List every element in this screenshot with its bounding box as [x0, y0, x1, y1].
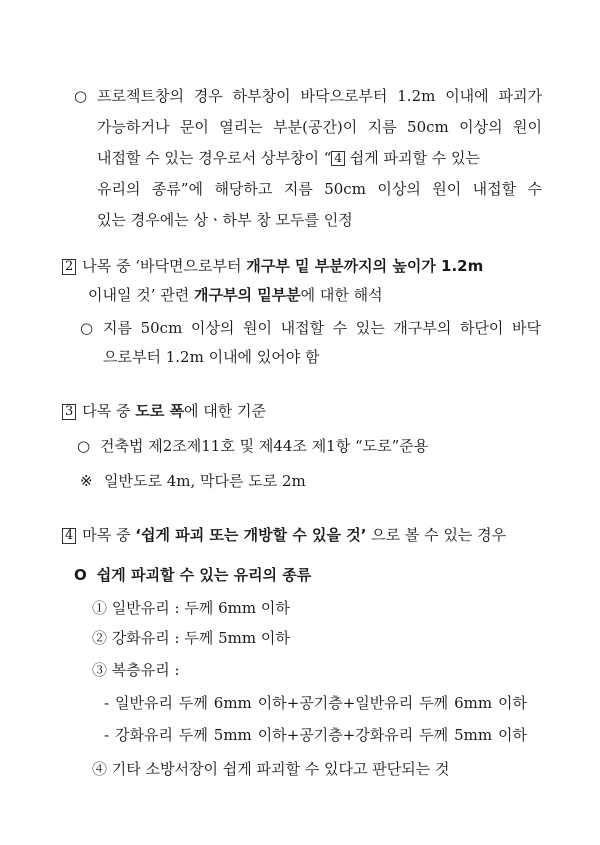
section-3-body: 건축법 제2조제11호 및 제44조 제1항 “도로”준용 [100, 437, 429, 455]
section-2-heading-part-1: 나목 중 ‘바닥면으로부터 [82, 257, 247, 275]
section-3-heading-part-1: 다목 중 [82, 402, 136, 420]
section-2-bullet: ○ [80, 319, 94, 337]
glass-item-1: ① 일반유리 : 두께 6mm 이하 [92, 599, 290, 617]
ref-box-4: 4 [331, 151, 345, 166]
intro-line-4: 유리의 종류”에 해당하고 지름 50cm 이상의 원이 내접할 수 [97, 180, 542, 198]
section-2-heading-part-3: 이내일 것’ 관련 [88, 286, 195, 304]
section-3-number: 3 [62, 404, 76, 420]
glass-item-2: ② 강화유리 : 두께 5mm 이하 [92, 629, 290, 647]
section-3-heading-bold: 도로 폭 [135, 402, 184, 420]
intro-line-2: 가능하거나 문이 열리는 부분(공간)이 지름 50cm 이상의 원이 [97, 118, 542, 136]
section-3-heading-part-3: 에 대한 기준 [184, 402, 266, 420]
section-2-number: 2 [62, 259, 76, 275]
section-3-heading [62, 401, 266, 421]
section-2-heading [62, 256, 483, 276]
section-2-heading-bold-2: 개구부의 밑부분 [194, 286, 301, 304]
intro-line-3-tail: 쉽게 파괴할 수 있는 [345, 149, 481, 167]
intro-line-3-text: 내접할 수 있는 경우로서 상부창이 “ [97, 149, 332, 167]
section-4-heading [62, 525, 506, 545]
section-4-heading-part-1: 마목 중 [82, 526, 136, 544]
glass-item-3-sub-1: - 일반유리 두께 6mm 이하+공기층+일반유리 두께 6mm 이하 [104, 694, 527, 712]
section-4-number: 4 [62, 528, 76, 544]
section-4-subheading [74, 565, 311, 585]
intro-line-1: 프로젝트창의 경우 하부창이 바닥으로부터 1.2m 이내에 파괴가 [97, 87, 542, 105]
section-4-heading-bold: ‘쉽게 파괴 또는 개방할 수 있을 것’ [135, 526, 367, 544]
section-4-sub-title: 쉽게 파괴할 수 있는 유리의 종류 [96, 566, 312, 584]
section-4-sub-bullet: O [74, 566, 87, 584]
section-3-note: 일반도로 4m, 막다른 도로 2m [104, 472, 306, 490]
section-2-heading-bold-1: 개구부 밑 부분까지의 높이가 1.2m [246, 257, 484, 275]
section-2-body-line-2: 으로부터 1.2m 이내에 있어야 함 [103, 348, 320, 366]
intro-bullet: ○ [74, 87, 88, 105]
intro-line-3 [97, 148, 542, 168]
glass-item-3-sub-2: - 강화유리 두께 5mm 이하+공기층+강화유리 두께 5mm 이하 [104, 726, 527, 744]
section-4-heading-part-3: 으로 볼 수 있는 경우 [366, 526, 507, 544]
glass-item-3: ③ 복층유리 : [92, 661, 180, 679]
section-3-note-mark: ※ [80, 472, 93, 490]
section-2-heading-line-2 [88, 285, 383, 305]
glass-item-4: ④ 기타 소방서장이 쉽게 파괴할 수 있다고 판단되는 것 [92, 760, 450, 778]
intro-line-5: 있는 경우에는 상ㆍ하부 창 모두를 인정 [97, 211, 353, 229]
section-3-bullet: ○ [77, 437, 91, 455]
section-2-heading-part-5: 에 대한 해석 [300, 286, 383, 304]
section-2-body-line-1: 지름 50cm 이상의 원이 내접할 수 있는 개구부의 하단이 바닥 [103, 319, 541, 337]
